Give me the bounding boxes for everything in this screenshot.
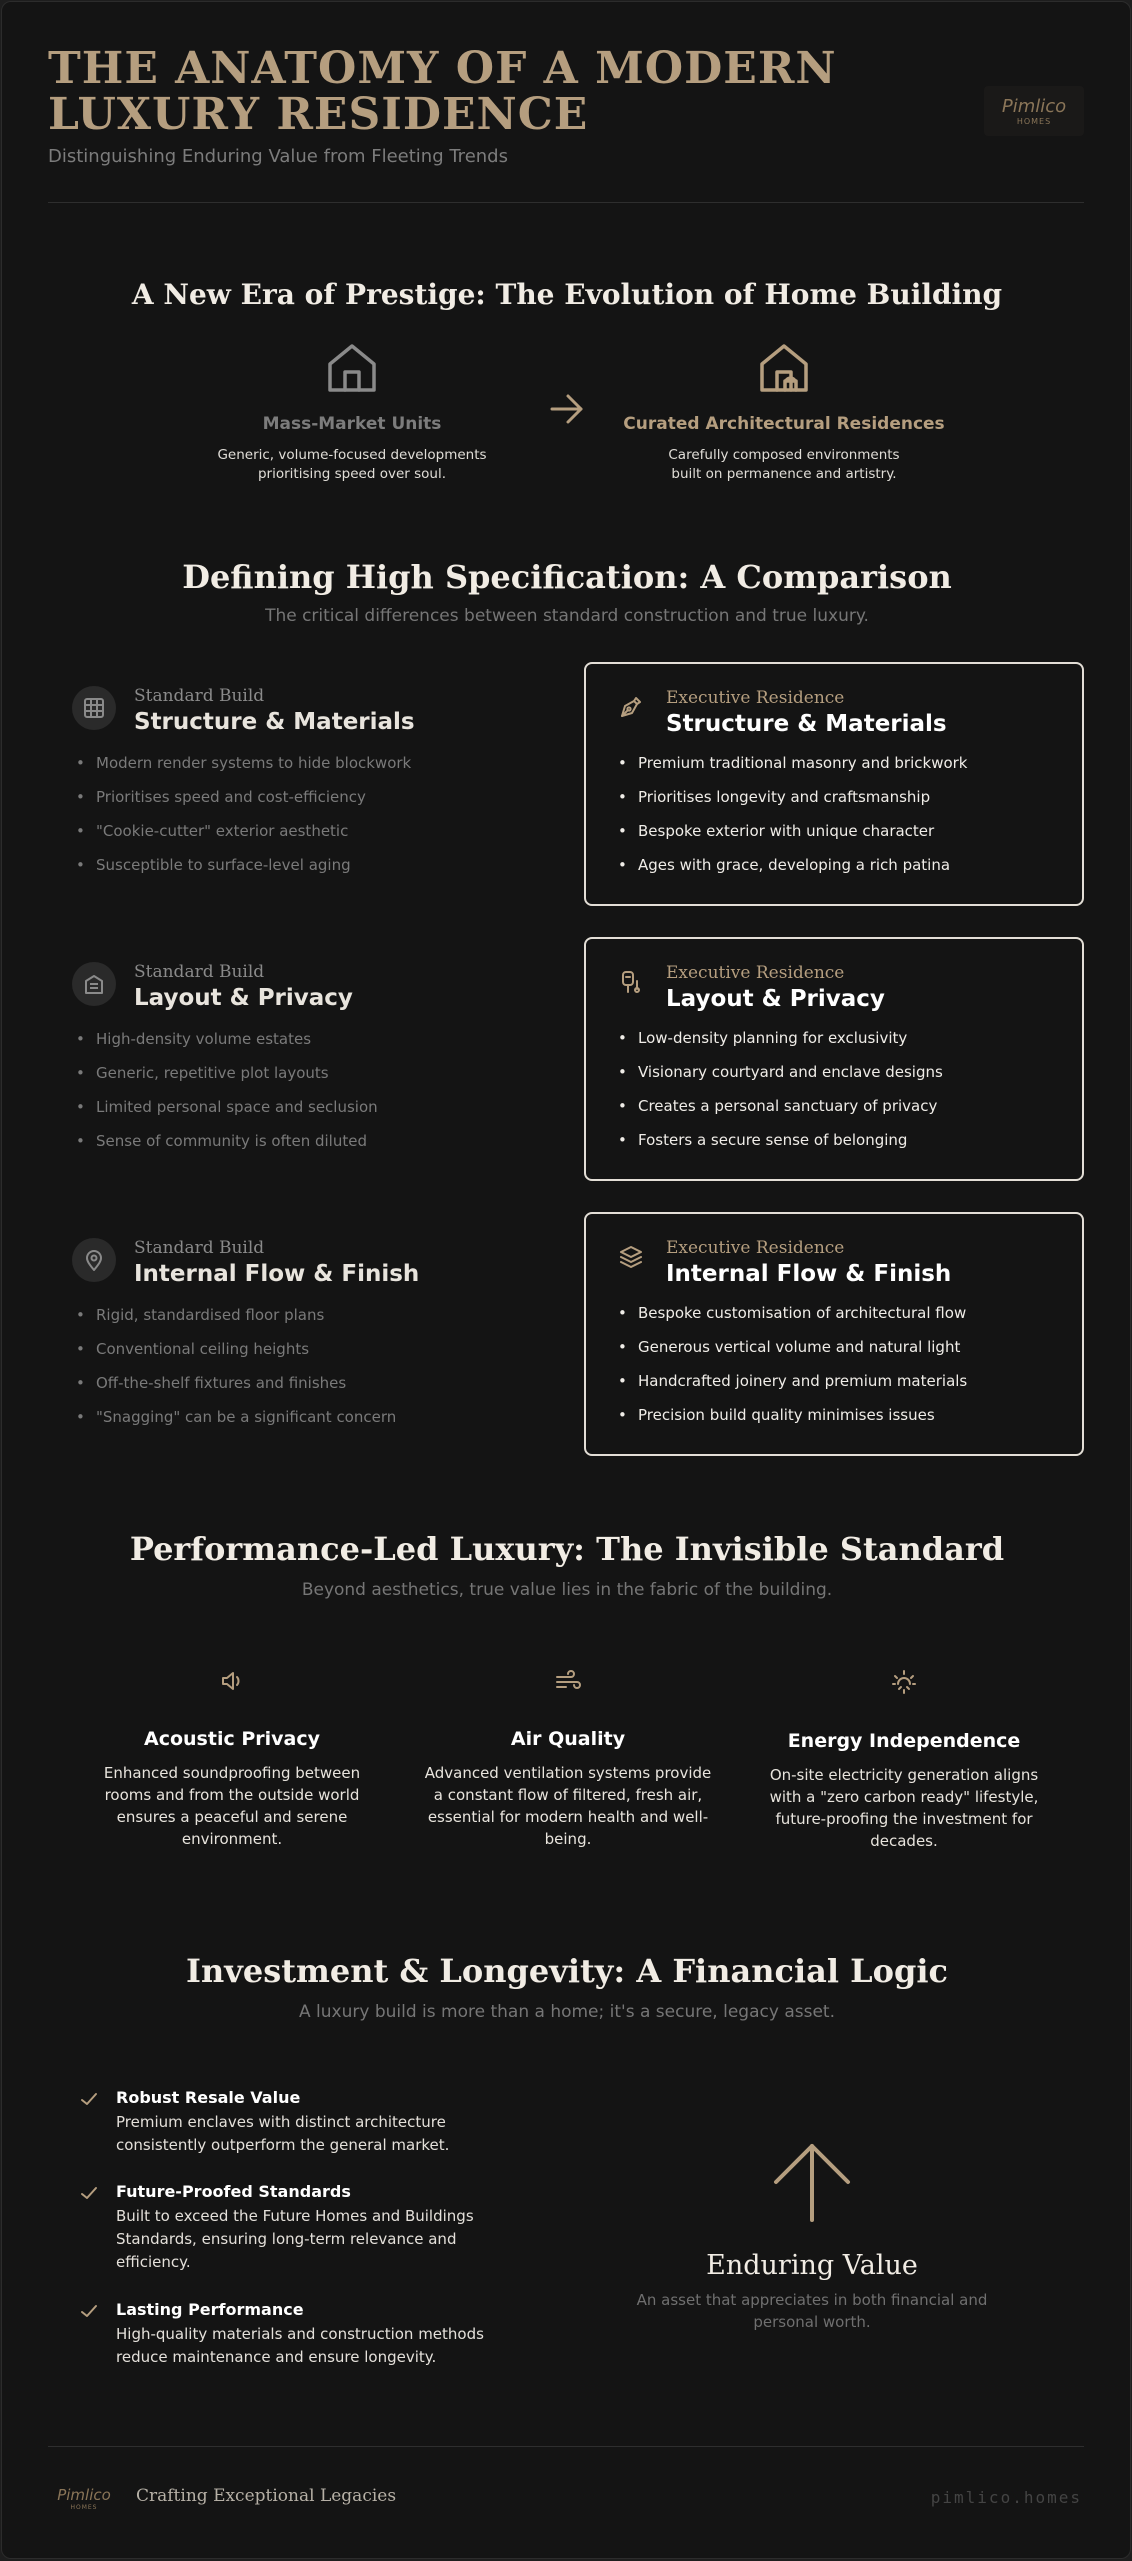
- perf-air: [418, 1668, 718, 1850]
- investment-subtitle: A luxury build is more than a home; it's a secure, legacy asset.: [299, 2002, 835, 2022]
- investment-item: [78, 2300, 518, 2369]
- enduring-value: [622, 2140, 1002, 2333]
- footer-logo-wordmark: Pimlico: [57, 2486, 111, 2504]
- tree-icon: [618, 969, 644, 995]
- check-icon: [78, 2091, 100, 2107]
- list-item: • Generic, repetitive plot layouts: [72, 1063, 522, 1097]
- evolution-right-desc: Carefully composed environments built on permanence and artistry.: [668, 447, 900, 482]
- list-item: • Modern render systems to hide blockwork: [72, 753, 522, 787]
- list-item: • Conventional ceiling heights: [72, 1339, 522, 1373]
- executive-list: [614, 753, 1054, 889]
- standard-kicker: Standard Build: [134, 962, 265, 982]
- executive-list: [614, 1028, 1054, 1164]
- investment-item-desc: Built to exceed the Future Homes and Buildings Standards, ensuring long-term relevance and efficiency.: [116, 2207, 474, 2271]
- list-item: • Precision build quality minimises issues: [614, 1405, 1054, 1439]
- executive-kicker: Executive Residence: [666, 1238, 845, 1258]
- performance-subtitle: Beyond aesthetics, true value lies in the fabric of the building.: [301, 1580, 833, 1600]
- list-item: • Prioritises longevity and craftsmanship: [614, 787, 1054, 821]
- standard-title: Internal Flow & Finish: [134, 1261, 420, 1287]
- list-item: • Premium traditional masonry and brickwork: [614, 753, 1054, 787]
- list-item: • Bespoke customisation of architectural flow: [614, 1303, 1054, 1337]
- perf-acoustic: [82, 1668, 382, 1850]
- evolution-right-name: Curated Architectural Residences: [623, 414, 945, 434]
- speaker-icon: [219, 1668, 245, 1694]
- list-item: • Handcrafted joinery and premium materials: [614, 1371, 1054, 1405]
- list-item: • Off-the-shelf fixtures and finishes: [72, 1373, 522, 1407]
- enduring-value-desc: An asset that appreciates in both financial and personal worth.: [636, 2291, 988, 2331]
- grid-icon-badge: [72, 686, 116, 730]
- evolution-title: A New Era of Prestige: The Evolution of Home Building: [131, 278, 1003, 311]
- executive-title: Structure & Materials: [666, 711, 947, 737]
- check-icon: [78, 2185, 100, 2201]
- house-premium-icon: [756, 340, 812, 396]
- brand-logo: [984, 86, 1084, 136]
- investment-item-desc: High-quality materials and construction methods reduce maintenance and ensure longevity.: [116, 2325, 484, 2366]
- standard-card-layout: [72, 962, 522, 1165]
- investment-item: [78, 2182, 518, 2274]
- evolution-left: [172, 340, 532, 484]
- footer-logo-subtext: HOMES: [70, 2504, 98, 2511]
- comparison-title: Defining High Specification: A Comparison: [182, 558, 952, 596]
- logo-wordmark: Pimlico: [1001, 96, 1067, 117]
- list-item: • Prioritises speed and cost-efficiency: [72, 787, 522, 821]
- perf-name: Acoustic Privacy: [144, 1728, 320, 1750]
- standard-list: [72, 1305, 522, 1441]
- list-item: • High-density volume estates: [72, 1029, 522, 1063]
- executive-kicker: Executive Residence: [666, 688, 845, 708]
- list-item: • "Cookie-cutter" exterior aesthetic: [72, 821, 522, 855]
- location-pin-icon: [83, 1249, 105, 1271]
- header-divider: [48, 202, 1084, 203]
- list-item: • Creates a personal sanctuary of privacy: [614, 1096, 1054, 1130]
- enduring-value-title: Enduring Value: [706, 2250, 918, 2281]
- header: [48, 43, 1088, 167]
- location-pin-icon-badge: [72, 1238, 116, 1282]
- evolution-left-desc: Generic, volume-focused developments prioritising speed over soul.: [217, 447, 487, 482]
- executive-card-flow: [584, 1212, 1084, 1456]
- standard-kicker: Standard Build: [134, 686, 265, 706]
- standard-title: Layout & Privacy: [134, 985, 353, 1011]
- apartment-icon-badge: [72, 962, 116, 1006]
- wind-icon: [554, 1668, 582, 1694]
- investment-item-title: Future-Proofed Standards: [116, 2182, 351, 2201]
- executive-kicker: Executive Residence: [666, 963, 845, 983]
- pen-nib-icon: [618, 694, 644, 720]
- arrow-right-icon: [549, 392, 585, 426]
- footer-logo: [54, 2486, 114, 2511]
- perf-name: Energy Independence: [787, 1730, 1021, 1752]
- evolution-right: [604, 340, 964, 484]
- executive-title: Layout & Privacy: [666, 986, 885, 1012]
- investment-item: [78, 2088, 518, 2157]
- standard-title: Structure & Materials: [134, 709, 415, 735]
- list-item: • Susceptible to surface-level aging: [72, 855, 522, 889]
- page-subtitle: Distinguishing Enduring Value from Fleeting Trends: [48, 146, 508, 167]
- apartment-icon: [83, 973, 105, 995]
- list-item: • Rigid, standardised floor plans: [72, 1305, 522, 1339]
- arrow-up-icon: [770, 2140, 854, 2224]
- executive-list: [614, 1303, 1054, 1439]
- list-item: • Sense of community is often diluted: [72, 1131, 522, 1165]
- list-item: • "Snagging" can be a significant concern: [72, 1407, 522, 1441]
- list-item: • Generous vertical volume and natural light: [614, 1337, 1054, 1371]
- perf-name: Air Quality: [510, 1728, 626, 1750]
- check-icon: [78, 2303, 100, 2319]
- list-item: • Limited personal space and seclusion: [72, 1097, 522, 1131]
- footer-divider: [48, 2446, 1084, 2447]
- sun-icon: [890, 1668, 918, 1696]
- list-item: • Low-density planning for exclusivity: [614, 1028, 1054, 1062]
- house-icon: [324, 340, 380, 396]
- perf-energy: [754, 1668, 1054, 1852]
- logo-subtext: HOMES: [1016, 117, 1052, 126]
- list-item: • Fosters a secure sense of belonging: [614, 1130, 1054, 1164]
- executive-title: Internal Flow & Finish: [666, 1261, 952, 1287]
- perf-desc: Advanced ventilation systems provide a constant flow of filtered, fresh air, essential for modern health and well-being.: [424, 1764, 712, 1848]
- comparison-subtitle: The critical differences between standard construction and true luxury.: [265, 606, 869, 626]
- perf-desc: On-site electricity generation aligns with a "zero carbon ready" lifestyle, future-proofing the investment for decades.: [769, 1766, 1039, 1850]
- performance-title: Performance-Led Luxury: The Invisible Standard: [129, 1530, 1005, 1568]
- list-item: • Visionary courtyard and enclave designs: [614, 1062, 1054, 1096]
- perf-desc: Enhanced soundproofing between rooms and from the outside world ensures a peaceful and serene environment.: [103, 1764, 361, 1848]
- executive-card-layout: [584, 937, 1084, 1181]
- standard-card-flow: [72, 1238, 522, 1441]
- executive-card-structure: [584, 662, 1084, 906]
- investment-item-desc: Premium enclaves with distinct architecture consistently outperform the general market.: [116, 2113, 450, 2154]
- standard-card-structure: [72, 686, 522, 889]
- list-item: • Ages with grace, developing a rich patina: [614, 855, 1054, 889]
- investment-item-title: Lasting Performance: [116, 2300, 304, 2319]
- standard-list: [72, 753, 522, 889]
- footer-tagline: Crafting Exceptional Legacies: [136, 2486, 397, 2506]
- investment-item-title: Robust Resale Value: [116, 2088, 301, 2107]
- standard-kicker: Standard Build: [134, 1238, 265, 1258]
- infographic-page: [1, 1, 1131, 2559]
- page-title: THE ANATOMY OF A MODERN LUXURY RESIDENCE: [48, 43, 837, 140]
- investment-title: Investment & Longevity: A Financial Logic: [186, 1952, 948, 1990]
- grid-icon: [83, 697, 105, 719]
- standard-list: [72, 1029, 522, 1165]
- evolution-left-name: Mass-Market Units: [262, 414, 442, 434]
- footer-url: pimlico.homes: [930, 2488, 1082, 2507]
- list-item: • Bespoke exterior with unique character: [614, 821, 1054, 855]
- layers-icon: [618, 1244, 644, 1270]
